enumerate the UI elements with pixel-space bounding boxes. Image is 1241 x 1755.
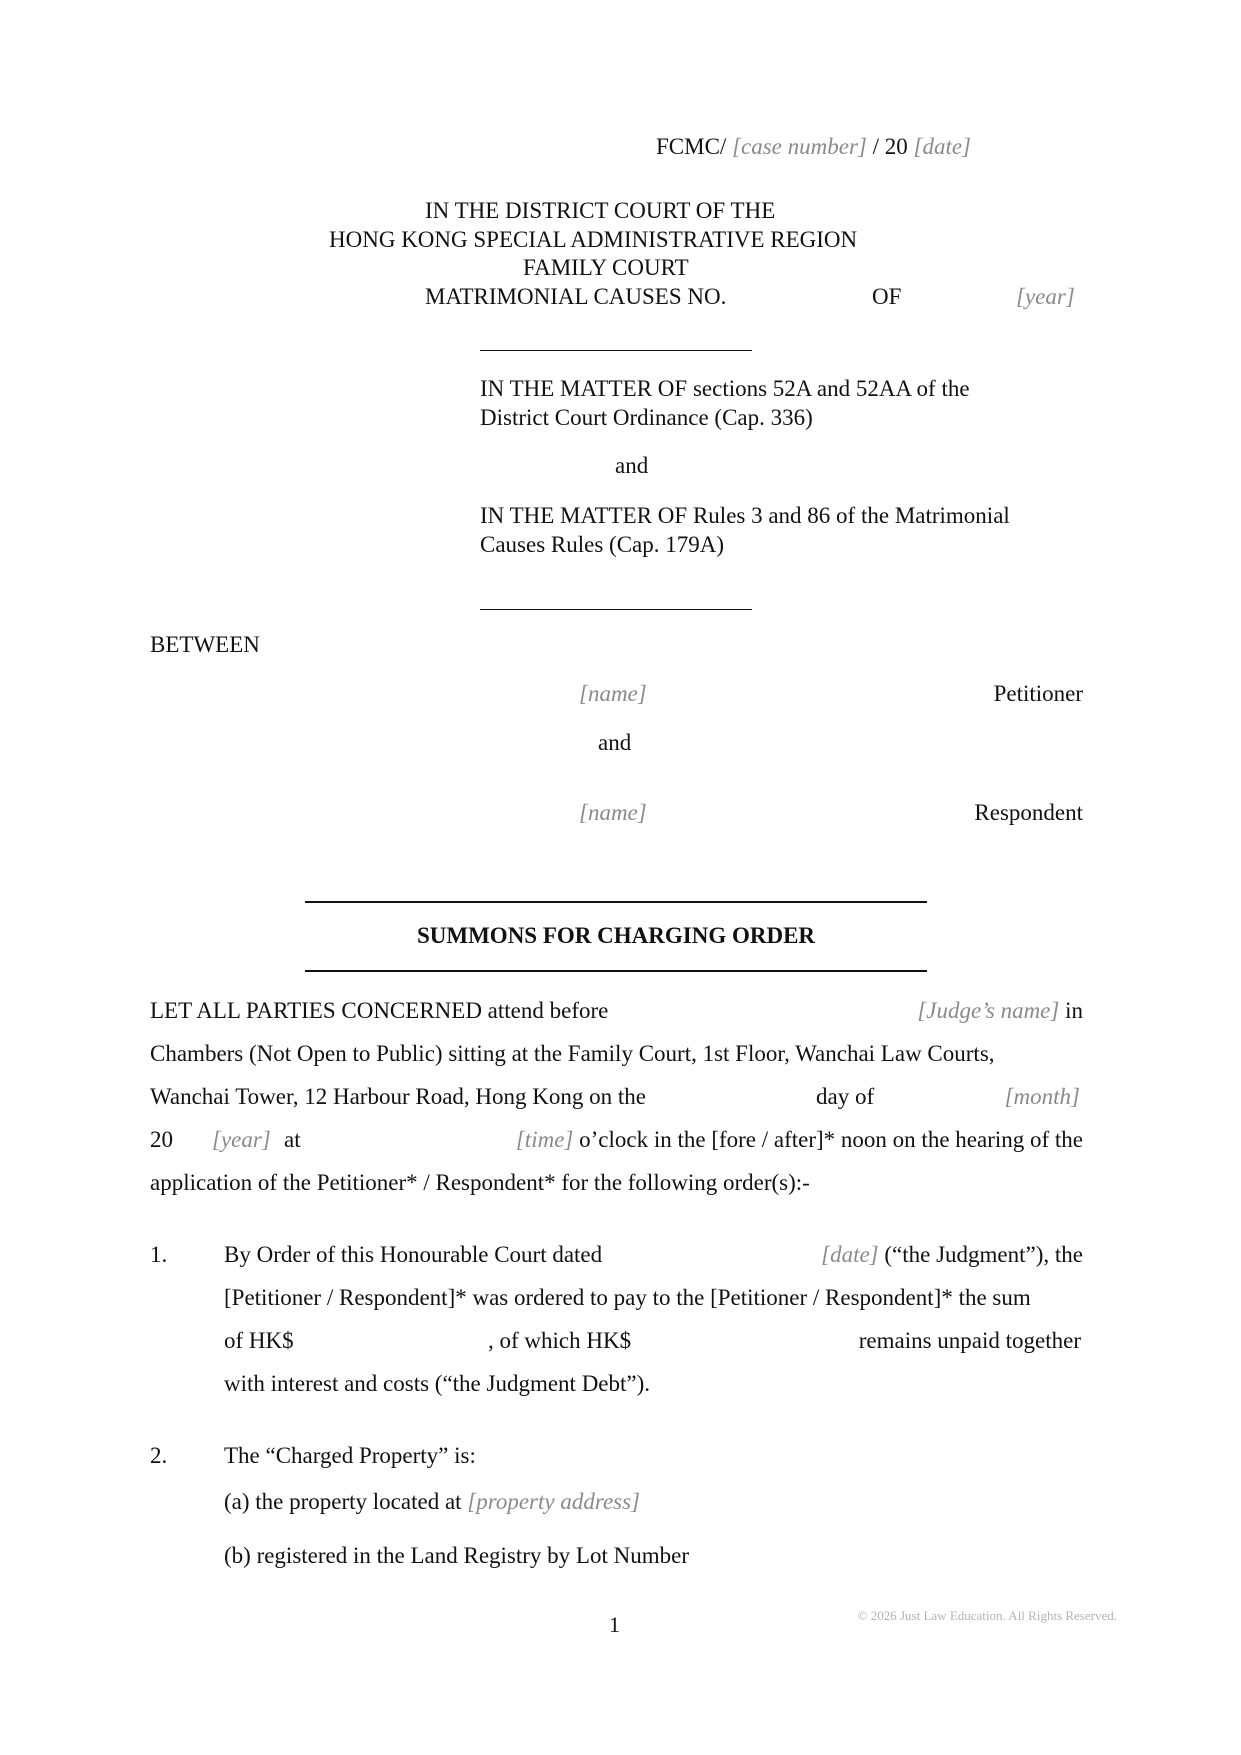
item-1-line-3-a: of HK$ [224,1328,294,1353]
year-placeholder: [year] [1016,284,1075,309]
of-label: OF [872,284,902,309]
divider-middle [480,609,752,610]
intro-line-4-c: o’clock in the [fore / after]* noon on the hearing of the [579,1127,1083,1152]
case-year-separator: / 20 [872,134,908,159]
item-2-a [224,1488,640,1516]
intro-line-5: application of the Petitioner* / Respondent* for the following order(s):- [150,1170,810,1195]
item-1-number: 1. [150,1242,168,1267]
item-2-b: (b) registered in the Land Registry by Lot Number [224,1543,689,1568]
year-placeholder-intro: [year] [212,1127,271,1152]
petitioner-name-placeholder: [name] [579,681,647,706]
order-date-placeholder: [date] [821,1242,879,1267]
matter-1-line-2: District Court Ordinance (Cap. 336) [480,405,813,430]
judge-name-placeholder: [Judge’s name] [917,998,1060,1023]
intro-line-4-b: at [284,1127,301,1152]
title-rule-top [305,901,927,903]
intro-line-1-a: LET ALL PARTIES CONCERNED attend before [150,998,609,1023]
item-1-line-3-b: , of which HK$ [488,1328,632,1353]
matter-2-line-1: IN THE MATTER OF Rules 3 and 86 of the Matrimonial [480,503,1010,528]
copyright-notice: © 2026 Just Law Education. All Rights Reserved. [857,1608,1117,1623]
item-1-line-1-b: (“the Judgment”), the [884,1242,1083,1267]
item-2-a-prefix: (a) the property located at [224,1489,462,1514]
divider-top [480,350,752,351]
time-placeholder: [time] [515,1127,574,1152]
intro-line-4-a: 20 [150,1127,173,1152]
petitioner-role: Petitioner [993,681,1083,706]
causes-label: MATRIMONIAL CAUSES NO. [425,284,727,309]
case-number-placeholder: [case number] [732,134,867,159]
case-date-placeholder: [date] [913,134,971,159]
property-address-placeholder: [property address] [467,1489,641,1514]
court-line-1: IN THE DISTRICT COURT OF THE [425,198,776,223]
intro-line-1-right [917,997,1083,1025]
item-1-line-1-a: By Order of this Honourable Court dated [224,1242,603,1267]
item-1-line-3-c: remains unpaid together [858,1328,1081,1353]
matter-2-line-2: Causes Rules (Cap. 179A) [480,532,725,557]
between-label: BETWEEN [150,632,260,657]
respondent-name-placeholder: [name] [579,800,647,825]
matter-and: and [615,453,649,478]
intro-line-4-right [516,1126,1083,1154]
month-placeholder: [month] [1004,1084,1080,1109]
page-number: 1 [609,1612,620,1637]
court-line-2: HONG KONG SPECIAL ADMINISTRATIVE REGION [329,227,858,252]
document-title: SUMMONS FOR CHARGING ORDER [416,923,816,948]
court-line-3: FAMILY COURT [523,255,689,280]
item-1-line-1-right [821,1241,1083,1269]
matter-1-line-1: IN THE MATTER OF sections 52A and 52AA of the [480,376,970,401]
item-1-line-4: with interest and costs (“the Judgment Debt”). [224,1371,651,1396]
respondent-role: Respondent [974,800,1083,825]
title-rule-bottom [305,970,927,972]
intro-line-2: Chambers (Not Open to Public) sitting at the Family Court, 1st Floor, Wanchai Law Courts, [150,1041,995,1066]
item-1-line-2: [Petitioner / Respondent]* was ordered to pay to the [Petitioner / Respondent]* the sum [224,1285,1031,1310]
item-2-line-1: The “Charged Property” is: [224,1443,476,1468]
parties-and: and [598,730,632,755]
item-2-number: 2. [150,1443,168,1468]
intro-line-3-b: day of [816,1084,875,1109]
case-reference [656,133,971,161]
case-prefix: FCMC/ [655,134,727,159]
intro-line-3-a: Wanchai Tower, 12 Harbour Road, Hong Kong on the [150,1084,646,1109]
intro-line-1-b: in [1065,998,1083,1023]
